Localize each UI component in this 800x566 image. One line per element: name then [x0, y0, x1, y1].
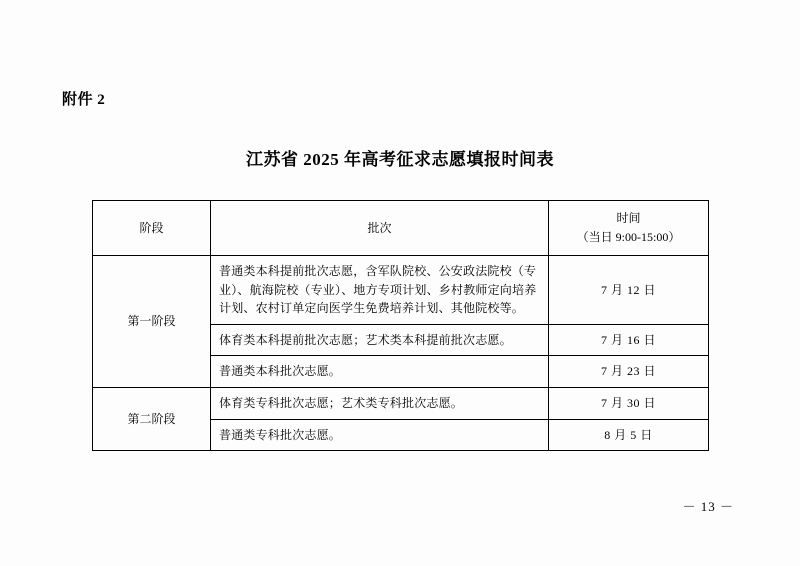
batch-cell: 普通类本科批次志愿。 — [211, 356, 549, 388]
batch-cell: 普通类专科批次志愿。 — [211, 419, 549, 451]
time-cell: 7 月 23 日 — [549, 356, 709, 388]
column-header-stage: 阶段 — [93, 201, 211, 256]
page-title: 江苏省 2025 年高考征求志愿填报时间表 — [246, 150, 554, 169]
time-cell: 8 月 5 日 — [549, 419, 709, 451]
stage-cell-second: 第二阶段 — [93, 387, 211, 450]
stage-cell-first: 第一阶段 — [93, 256, 211, 388]
page-number: － 13 － — [682, 499, 734, 514]
attachment-label: 附件 2 — [62, 92, 106, 108]
batch-cell: 普通类本科提前批次志愿，含军队院校、公安政法院校（专业）、航海院校（专业）、地方专项计划、乡村教师定向培养计划、农村订单定向医学生免费培养计划、其他院校等。 — [211, 256, 549, 325]
column-header-time-sub: （当日 9:00-15:00） — [576, 230, 681, 244]
time-cell: 7 月 12 日 — [549, 256, 709, 325]
table-row — [93, 387, 709, 419]
column-header-time-main: 时间 — [616, 211, 641, 226]
table-header — [93, 201, 709, 256]
table-body — [93, 256, 709, 451]
schedule-table — [92, 200, 709, 451]
column-header-batch: 批次 — [211, 201, 549, 256]
batch-cell: 体育类专科批次志愿；艺术类专科批次志愿。 — [211, 387, 549, 419]
column-header-time — [549, 201, 709, 256]
table-header-row — [93, 201, 709, 256]
time-cell: 7 月 30 日 — [549, 387, 709, 419]
batch-cell: 体育类本科提前批次志愿；艺术类本科提前批次志愿。 — [211, 324, 549, 356]
time-cell: 7 月 16 日 — [549, 324, 709, 356]
table-row — [93, 256, 709, 325]
